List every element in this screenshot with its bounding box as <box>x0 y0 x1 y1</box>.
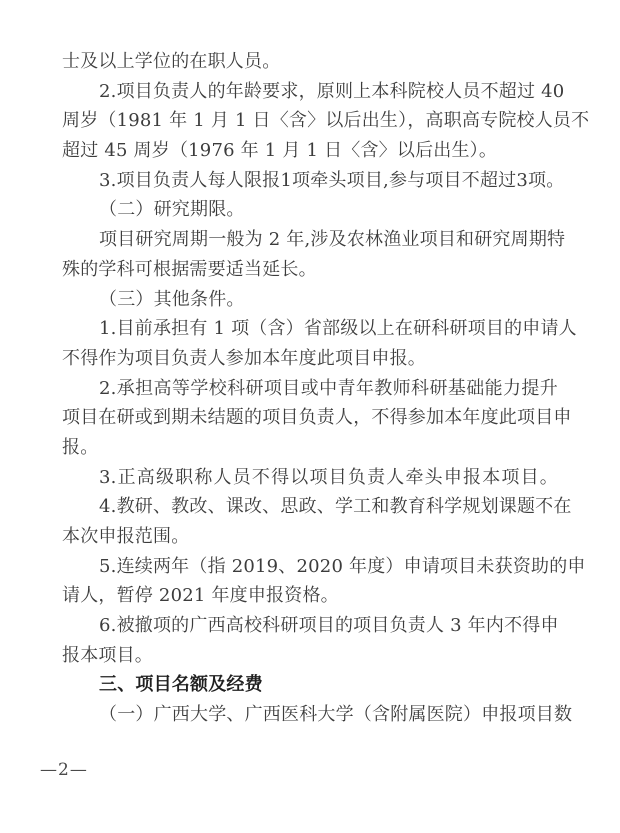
text-line: 周岁（1981 年 1 月 1 日〈含〉以后出生），高职高专院校人员不 <box>62 110 590 132</box>
text-line: （三）其他条件。 <box>99 288 245 310</box>
text-line: （二）研究期限。 <box>99 199 245 221</box>
text-line: 请人，暂停 2021 年度申报资格。 <box>62 585 339 607</box>
text-line: 不得作为项目负责人参加本年度此项目申报。 <box>62 347 426 369</box>
text-line: 本次申报范围。 <box>62 526 190 547</box>
text-line: 殊的学科可根据需要适当延长。 <box>62 258 317 280</box>
text-line: 报本项目。 <box>62 644 153 666</box>
document-body <box>62 47 590 730</box>
text-line: 5.连续两年（指 2019、2020 年度）申请项目未获资助的申 <box>99 555 586 577</box>
text-line: 4.教研、教改、课改、思政、学工和教育科学规划课题不在 <box>99 496 572 518</box>
text-line: 6.被撤项的广西高校科研项目的项目负责人 3 年内不得申 <box>99 615 559 637</box>
section-heading: 三、项目名额及经费 <box>99 674 263 696</box>
text-line: 2.项目负责人的年龄要求，原则上本科院校人员不超过 40 <box>99 80 565 102</box>
text-line: 1.目前承担有 1 项（含）省部级以上在研科研项目的申请人 <box>99 318 577 340</box>
text-line: 2.承担高等学校科研项目或中青年教师科研基础能力提升 <box>99 377 558 399</box>
text-line: 3.项目负责人每人限报1项牵头项目,参与项目不超过3项。 <box>99 169 565 191</box>
text-line: 项目在研或到期未结题的项目负责人，不得参加本年度此项目申 <box>62 407 572 429</box>
text-line: 项目研究周期一般为 2 年,涉及农林渔业项目和研究周期特 <box>99 229 566 251</box>
text-line: 士及以上学位的在职人员。 <box>62 51 281 72</box>
page-number: —2— <box>40 760 88 780</box>
text-line: 超过 45 周岁（1976 年 1 月 1 日〈含〉以后出生）。 <box>62 140 498 162</box>
text-line: 3.正高级职称人员不得以项目负责人牵头申报本项目。 <box>99 466 558 488</box>
text-line: 报。 <box>62 436 99 458</box>
text-line: （一）广西大学、广西医科大学（含附属医院）申报项目数 <box>99 704 573 726</box>
